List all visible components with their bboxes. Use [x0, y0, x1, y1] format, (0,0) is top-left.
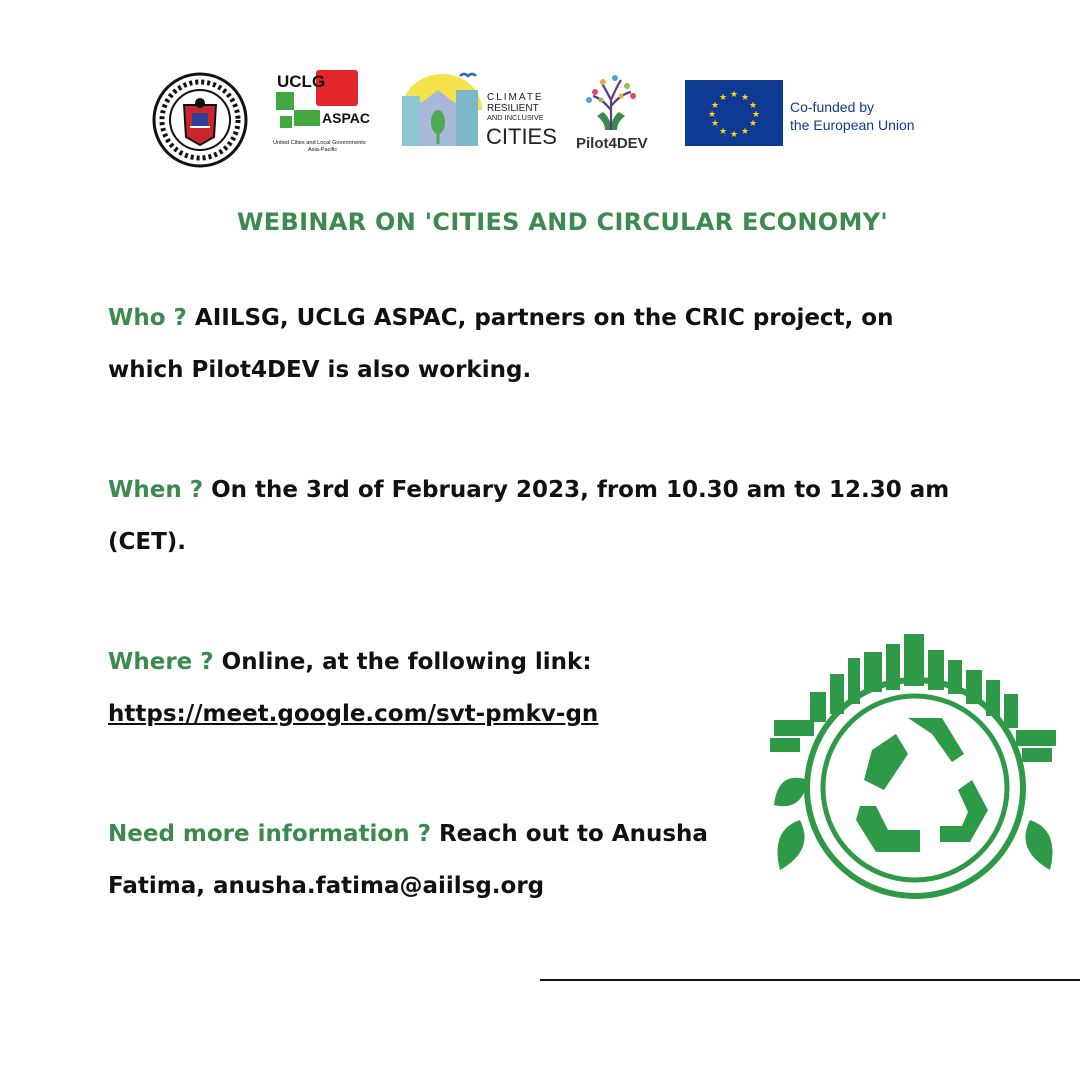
cric-text-4: CITIES — [486, 124, 557, 149]
bottom-divider — [540, 979, 1080, 981]
info-section — [108, 808, 758, 912]
svg-text:★: ★ — [710, 101, 720, 111]
svg-text:★: ★ — [718, 93, 728, 103]
eu-cofunded-text — [790, 98, 915, 134]
uclg-caption-2: Asia-Pacific — [308, 147, 338, 153]
svg-text:★: ★ — [740, 127, 750, 137]
svg-text:★: ★ — [718, 127, 728, 137]
info-text: Reach out to Anusha Fatima, anusha.fatima@aiilsg.org — [108, 821, 708, 899]
svg-text:★: ★ — [748, 101, 758, 111]
recycle-city-icon — [760, 630, 1070, 900]
cric-logo — [400, 70, 560, 150]
uclg-aspac-logo — [272, 70, 377, 170]
cric-text-3: AND INCLUSIVE — [487, 113, 544, 122]
cric-text-1: CLIMATE — [487, 92, 544, 103]
pilot4dev-logo — [575, 70, 670, 152]
who-label: Who ? — [108, 305, 187, 331]
svg-text:★: ★ — [740, 93, 750, 103]
logo-strip — [0, 60, 1080, 180]
svg-text:★: ★ — [710, 119, 720, 129]
aspac-wordmark: ASPAC — [322, 110, 370, 126]
when-section — [108, 464, 968, 568]
eu-line-1: Co-funded by — [790, 99, 875, 115]
who-section — [108, 292, 968, 396]
when-text: On the 3rd of February 2023, from 10.30 am to 12.30 am (CET). — [108, 477, 950, 555]
pilot4dev-wordmark: Pilot4DEV — [576, 135, 648, 152]
cric-text-2: RESILIENT — [487, 103, 539, 114]
meet-link[interactable]: https://meet.google.com/svt-pmkv-gn — [108, 701, 599, 727]
svg-text:★: ★ — [751, 110, 761, 120]
eu-flag-icon — [685, 80, 783, 146]
page-title: WEBINAR ON 'CITIES AND CIRCULAR ECONOMY' — [237, 208, 888, 236]
who-text: AIILSG, UCLG ASPAC, partners on the CRIC project, on which Pilot4DEV is also working. — [108, 305, 894, 383]
when-label: When ? — [108, 477, 204, 503]
aiilsg-logo — [150, 65, 250, 175]
uclg-wordmark: UCLG — [277, 72, 326, 91]
svg-text:★: ★ — [729, 130, 739, 140]
info-label: Need more information ? — [108, 821, 431, 847]
uclg-caption: United Cities and Local Governments — [273, 140, 366, 146]
where-label: Where ? — [108, 649, 214, 675]
svg-text:★: ★ — [748, 119, 758, 129]
svg-text:★: ★ — [707, 110, 717, 120]
eu-line-2: the European Union — [790, 117, 915, 133]
svg-text:★: ★ — [729, 90, 739, 100]
where-text: Online, at the following link: — [221, 649, 592, 675]
